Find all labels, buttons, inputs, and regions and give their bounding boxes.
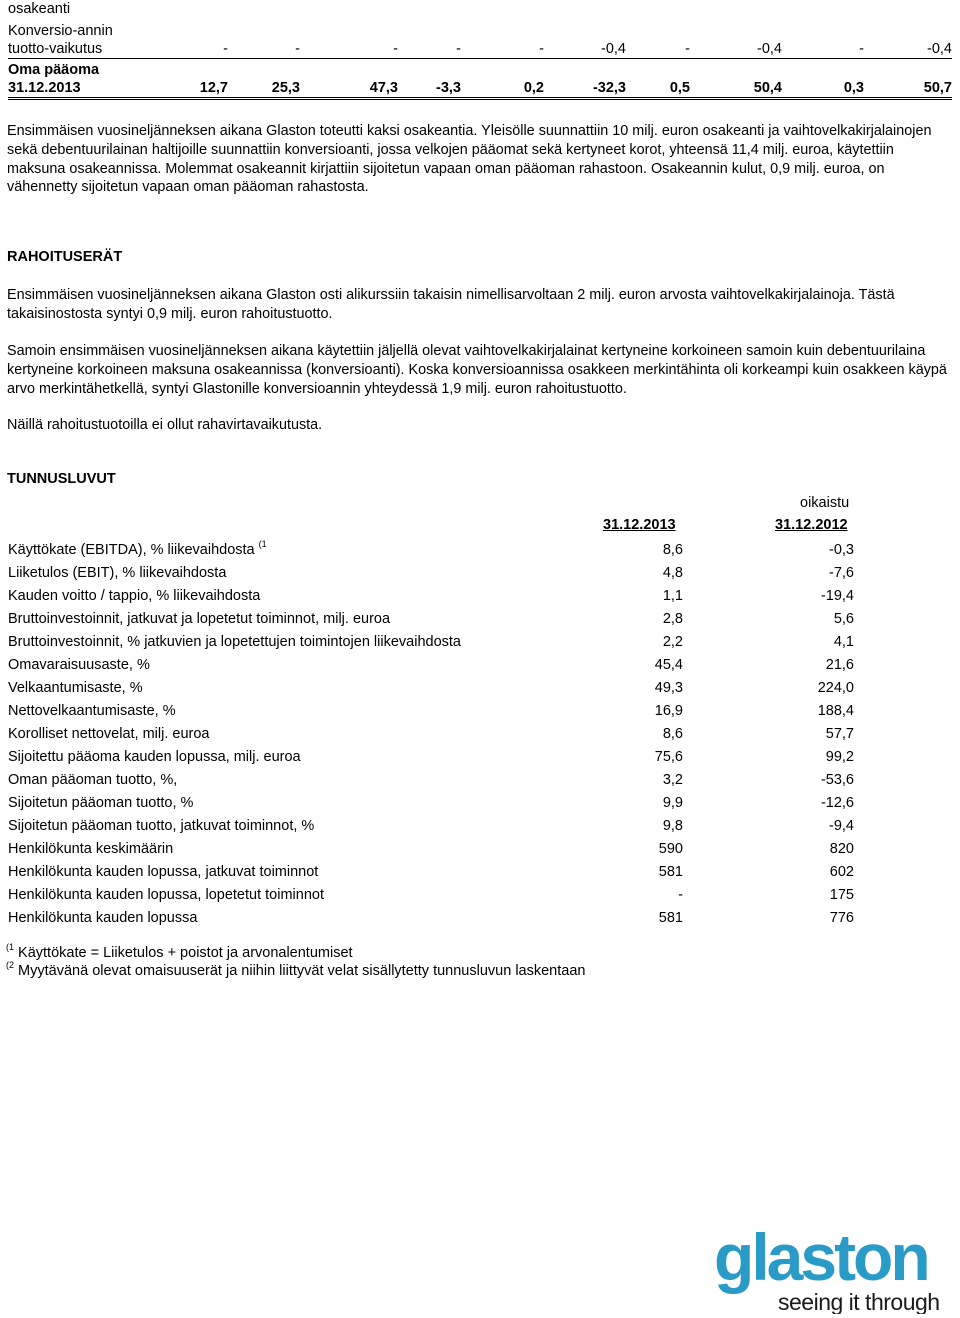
- table-divider: [8, 58, 952, 59]
- row-label: 31.12.2013: [8, 80, 81, 96]
- table-cell: 0,2: [523, 80, 544, 96]
- column-note-restated: oikaistu: [800, 495, 850, 511]
- value-2012: -19,4: [820, 588, 854, 604]
- value-2012: 99,2: [825, 749, 854, 765]
- value-2013: 16,9: [654, 703, 683, 719]
- value-2013: 2,2: [662, 634, 683, 650]
- table-row: [8, 610, 854, 632]
- value-2013: 8,6: [662, 726, 683, 742]
- value-2012: -0,3: [829, 542, 854, 558]
- row-label: Henkilökunta keskimäärin: [8, 841, 174, 857]
- table-row: [8, 564, 854, 586]
- value-2012: 4,1: [833, 634, 854, 650]
- row-label: Korolliset nettovelat, milj. euroa: [8, 726, 210, 742]
- value-2012: 776: [829, 910, 854, 926]
- table-cell: -: [223, 41, 228, 57]
- value-2013: 49,3: [654, 680, 683, 696]
- table-divider: [8, 99, 952, 100]
- table-cell: 0,5: [669, 80, 690, 96]
- value-2012: -53,6: [820, 772, 854, 788]
- paragraph-cashflow-note: Näillä rahoitustuotoilla ei ollut rahavirtavaikutusta.: [7, 417, 323, 433]
- glaston-logo: [712, 1218, 960, 1314]
- equity-row-share-issue: [8, 0, 952, 18]
- column-header-2012: 31.12.2012: [775, 517, 848, 533]
- value-2013: 9,8: [662, 818, 683, 834]
- value-2012: 602: [829, 864, 854, 880]
- value-2013: 75,6: [654, 749, 683, 765]
- table-row: [8, 909, 854, 931]
- row-label: Liiketulos (EBIT), % liikevaihdosta: [8, 565, 227, 581]
- value-2013: 9,9: [662, 795, 683, 811]
- table-cell: -32,3: [592, 80, 626, 96]
- table-row: [8, 633, 854, 655]
- value-2013: 2,8: [662, 611, 683, 627]
- equity-row-conversion-title: [8, 22, 952, 40]
- paragraph-bond-buyback: Ensimmäisen vuosineljänneksen aikana Glaston osti alikurssiin takaisin nimellisarvoltaan 2 milj. euron arvosta vaihtovelkakirjalainoja. Tästä takaisinostosta syntyi 0,9 milj. euron rahoitustuotto.: [7, 287, 895, 322]
- table-divider: [8, 97, 952, 98]
- row-label: osakeanti: [8, 1, 71, 17]
- value-2012: 57,7: [825, 726, 854, 742]
- row-label: tuotto-vaikutus: [8, 41, 103, 57]
- table-cell: -0,4: [927, 41, 952, 57]
- value-2012: 21,6: [825, 657, 854, 673]
- heading-key-figures: TUNNUSLUVUT: [7, 471, 116, 487]
- table-cell: -: [539, 41, 544, 57]
- footnote-marker: (2: [6, 960, 15, 970]
- value-2013: 45,4: [654, 657, 683, 673]
- footnote-text: Myytävänä olevat omaisuuserät ja niihin liittyvät velat sisällytetty tunnusluvun laskentaan: [18, 963, 586, 979]
- row-label: Sijoitettu pääoma kauden lopussa, milj. euroa: [8, 749, 301, 765]
- value-2012: 5,6: [833, 611, 854, 627]
- table-cell: 0,3: [843, 80, 864, 96]
- table-cell: -: [295, 41, 300, 57]
- table-cell: -: [859, 41, 864, 57]
- table-cell: 50,7: [923, 80, 952, 96]
- value-2013: -: [678, 887, 683, 903]
- row-label: Sijoitetun pääoman tuotto, jatkuvat toiminnot, %: [8, 818, 315, 834]
- table-cell: 50,4: [753, 80, 782, 96]
- value-2012: 175: [829, 887, 854, 903]
- table-row: [8, 679, 854, 701]
- table-cell: 12,7: [199, 80, 228, 96]
- value-2013: 581: [658, 864, 683, 880]
- table-row: [8, 771, 854, 793]
- row-label: Sijoitetun pääoman tuotto, %: [8, 795, 194, 811]
- value-2013: 8,6: [662, 542, 683, 558]
- footnote-marker: (1: [6, 942, 15, 952]
- value-2012: 188,4: [817, 703, 854, 719]
- value-2012: 820: [829, 841, 854, 857]
- row-label: Oma pääoma: [8, 62, 100, 78]
- table-row: [8, 725, 854, 747]
- table-cell: -: [393, 41, 398, 57]
- table-cell: -3,3: [436, 80, 461, 96]
- paragraph-share-issues: Ensimmäisen vuosineljänneksen aikana Glaston toteutti kaksi osakeantia. Yleisölle suunnattiin 10 milj. euron osakeanti ja vaihtovelkakirjalainojen sekä debentuurilainan haltijoille suunnattiin konversioanti, jossa velkojen pääomat sekä kertyneet korot, yhteensä 11,4 milj. euroa, käytettiin maksuna osakeannissa. Molemmat osakeannit kirjattiin sijoitetun vapaan oman pääoman rahastoon. Osakeannin kulut, 0,9 milj. euroa, on vähennetty sijoitetun vapaan oman pääoman rahastosta.: [7, 123, 932, 196]
- row-label: Bruttoinvestoinnit, jatkuvat ja lopetetut toiminnot, milj. euroa: [8, 611, 391, 627]
- equity-row-equity-title: [8, 61, 952, 79]
- row-label: Oman pääoman tuotto, %,: [8, 772, 178, 788]
- value-2013: 1,1: [662, 588, 683, 604]
- table-row: [8, 817, 854, 839]
- table-cell: 25,3: [271, 80, 300, 96]
- row-label: Käyttökate (EBITDA), % liikevaihdosta $^{(1}$: [8, 539, 267, 558]
- column-header-2013: 31.12.2013: [603, 517, 676, 533]
- value-2013: 590: [658, 841, 683, 857]
- footnote-2: [6, 962, 585, 981]
- value-2013: 581: [658, 910, 683, 926]
- table-row: [8, 863, 854, 885]
- footnote-text: Käyttökate = Liiketulos + poistot ja arvonalentumiset: [18, 945, 353, 961]
- value-2012: -9,4: [829, 818, 854, 834]
- table-cell: 47,3: [369, 80, 398, 96]
- table-row: [8, 748, 854, 770]
- row-label: Henkilökunta kauden lopussa, jatkuvat toiminnot: [8, 864, 319, 880]
- value-2012: -12,6: [820, 795, 854, 811]
- value-2013: 3,2: [662, 772, 683, 788]
- paragraph-conversion-gain: Samoin ensimmäisen vuosineljänneksen aikana käytettiin jäljellä olevat vaihtovelkakirjalainat kertyneine korkoineen samoin kuin debentuurilaina kertyneine korkoineen maksuna osakeannissa (konversioanti). Koska konversioannissa osakkeen merkintähinta oli korkeampi kuin osakkeen käypä arvo merkintähetkellä, syntyi Glastonille konversioannin yhteydessä 1,9 milj. euron rahoitustuotto.: [7, 343, 947, 397]
- table-cell: -0,4: [757, 41, 782, 57]
- row-label: Henkilökunta kauden lopussa, lopetetut toiminnot: [8, 887, 324, 903]
- table-row: [8, 541, 854, 563]
- equity-row-conversion: [8, 40, 952, 58]
- table-row: [8, 794, 854, 816]
- row-label: Bruttoinvestoinnit, % jatkuvien ja lopetettujen toimintojen liikevaihdosta: [8, 634, 461, 650]
- logo-wordmark: glaston: [714, 1220, 928, 1294]
- value-2012: 224,0: [817, 680, 854, 696]
- table-cell: -: [685, 41, 690, 57]
- logo-tagline: seeing it through: [778, 1289, 940, 1314]
- table-row: [8, 702, 854, 724]
- footnote-1: [6, 944, 353, 963]
- table-row: [8, 840, 854, 862]
- table-row: [8, 886, 854, 908]
- row-label: Henkilökunta kauden lopussa: [8, 910, 198, 926]
- table-row: [8, 656, 854, 678]
- equity-row-equity-total: [8, 79, 952, 97]
- row-label: Nettovelkaantumisaste, %: [8, 703, 176, 719]
- row-label: Omavaraisuusaste, %: [8, 657, 150, 673]
- row-label: Kauden voitto / tappio, % liikevaihdosta: [8, 588, 261, 604]
- heading-financial-items: RAHOITUSERÄT: [7, 249, 123, 265]
- value-2012: -7,6: [829, 565, 854, 581]
- row-label: Konversio-annin: [8, 23, 113, 39]
- table-cell: -: [456, 41, 461, 57]
- table-row: [8, 587, 854, 609]
- table-cell: -0,4: [601, 41, 626, 57]
- row-label: Velkaantumisaste, %: [8, 680, 143, 696]
- value-2013: 4,8: [662, 565, 683, 581]
